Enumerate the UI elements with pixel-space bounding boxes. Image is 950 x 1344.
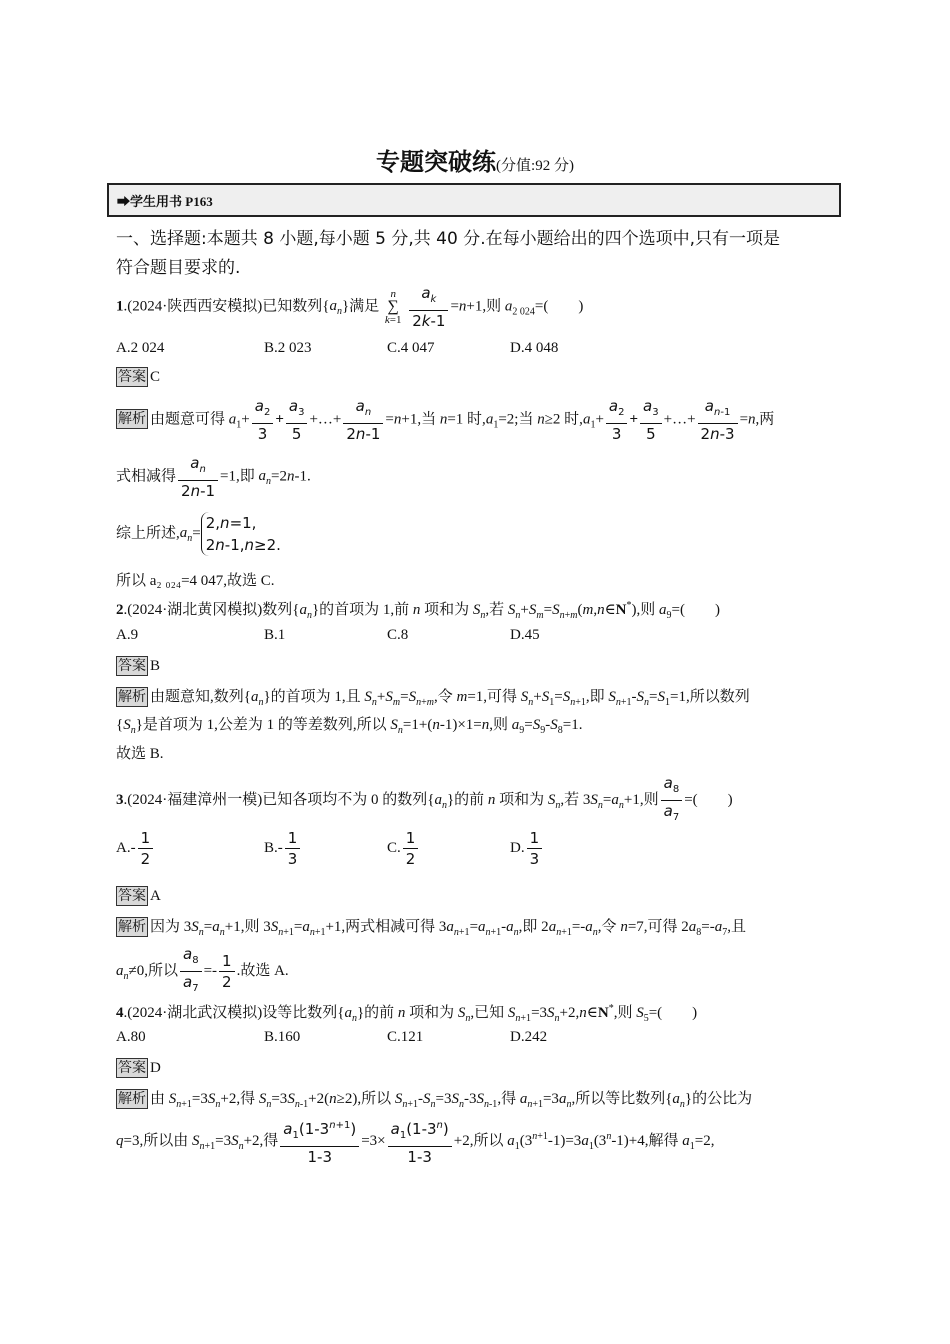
q1-analysis-3: 综上所述$,a_n=$ 2,n=1, 2n-1,n≥2. [116, 514, 281, 554]
section-heading-line1: 一、选择题:本题共 8 小题,每小题 5 分,共 40 分.在每小题给出的四个选项中,只有一项是 [116, 229, 781, 249]
q1-option-d: D.4 048 [510, 340, 559, 356]
q4-answer: 答案 D [118, 1060, 161, 1076]
q2-conclusion: 故选 B. [116, 746, 164, 762]
question-3: 3.(2024·福建漳州一模)已知各项均不为 0 的数列$\{a_n\}$的前 n 项和为 $S_n$,若 $3S_n=a_n+1$,则 $\frac{a_8}{a_7}$ =( ) [116, 774, 733, 823]
q3-option-b: B.- $\frac{1}{3}$ [264, 828, 302, 869]
q4-option-a: A.80 [116, 1029, 146, 1045]
title-main: 专题突破练 [376, 148, 497, 176]
question-2: 2.(2024·湖北黄冈模拟)数列$\{a_n\}$的首项为 1,前 n 项和为 $S_n$,若 $S_n+S_m=S_{n+m}(m,n\in N^*)$,则 $a_9=$( ) [116, 600, 720, 621]
q1-option-c: C.4 047 [387, 340, 435, 356]
q2-option-a: A.9 [116, 627, 139, 643]
question-4: 4.(2024·湖北武汉模拟)设等比数列$\{a_n\}$的前 n 项和为 $S_n$,已知 $S_{n+1}=3S_n+2,n\in N^*$,则 $S_5=$( ) [116, 1003, 698, 1024]
q2-option-d: D.45 [510, 627, 540, 643]
q1-analysis-1: 解析 由题意可得 $a_1+$ $\frac{a_2}{3}$ + $\frac{a_3}{5}$ +…+ $\frac{a_n}{2n-1}$ =n+1,当 n=1 时$,a_1=2$;当 n≥2 时$,a_1+$ $\frac{a_2}{3}$ + $\frac{a_3}{5}$ +…+ $\frac{a_{n-1}}{2n-3}$ =n,两 [118, 397, 775, 443]
q2-answer: 答案 B [118, 658, 161, 674]
q3-option-a: A.- $\frac{1}{2}$ [116, 828, 155, 869]
q4-option-d: D.242 [510, 1029, 548, 1045]
q1-answer: 答案 C [118, 369, 161, 385]
q2-option-b: B.1 [264, 627, 286, 643]
q3-analysis-1: 解析 因为 $3S_n=a_n+1$,则 $3S_{n+1}=a_{n+1}+1$,两式相减可得 $3a_{n+1}=a_{n+1}-a_n$,即 $2a_{n+1}=-a_n$,令 n=7,可得 $2a_8=-a_7$,且 [118, 919, 747, 938]
q4-option-b: B.160 [264, 1029, 301, 1045]
q2-analysis-1: 解析 由题意知,数列$\{a_n\}$的首项为 1,且 $S_n+S_m=S_{n+m}$,令 m=1,可得 $S_n+S_1=S_{n+1}$,即 $S_{n+1}-S_n=S_1=1$,所以数列 [118, 689, 750, 708]
q1-analysis-2: 式相减得 $\frac{a_n}{2n-1}$ =1,即 $a_n=2n-1$. [116, 454, 311, 500]
q1-option-a: A.2 024 [116, 340, 165, 356]
q2-analysis-2: $\{S_n\}$是首项为 1,公差为 1 的等差数列,所以 $S_n=1+(n-1)\times 1=n$,则 $a_9=S_9-S_8=1$. [116, 717, 583, 736]
q1-conclusion: 所以 a₂ ₀₂₄=4 047,故选 C. [116, 573, 275, 589]
reference-text: ➡学生用书 P163 [117, 194, 213, 209]
q3-analysis-2: $a_n\ne 0$,所以 $\frac{a_8}{a_7}$ =- $\frac{1}{2}$ .故选 A. [116, 945, 289, 994]
q3-option-d: D. $\frac{1}{3}$ [510, 828, 544, 869]
q4-analysis-2: q=3,所以由 $S_{n+1}=3S_n+2$,得 $\frac{a_1(1-3^{n+1})}{1-3}$ =3× $\frac{a_1(1-3^n)}{1-3}$ +2,所以 $a_1(3^{n+1}-1)=3a_1(3^n-1)+4$,解得 $a_1=2$, [116, 1116, 714, 1167]
reference-bar [107, 183, 841, 217]
q4-analysis-1: 解析 由 $S_{n+1}=3S_n+2$,得 $S_n=3S_{n-1}+2(n\ge 2)$,所以 $S_{n+1}-S_n=3S_n-3S_{n-1}$,得 $a_{n+1}=3a_n$,所以等比数列$\{a_n\}$的公比为 [118, 1091, 753, 1110]
q2-option-c: C.8 [387, 627, 409, 643]
section-heading-line2: 符合题目要求的. [116, 258, 241, 278]
title-score: (分值:92 分) [496, 158, 574, 174]
q3-option-c: C. $\frac{1}{2}$ [387, 828, 420, 869]
q3-answer: 答案 A [118, 888, 161, 904]
q4-option-c: C.121 [387, 1029, 424, 1045]
question-1: 1.(2024·陕西西安模拟)已知数列$\{a_n\}$满足 n ∑ k=1 $\frac{a_k}{2k-1}$ =n+1,则 $a_{2 024}=$( ) [116, 284, 584, 330]
page-title [0, 142, 950, 177]
q1-option-b: B.2 023 [264, 340, 312, 356]
